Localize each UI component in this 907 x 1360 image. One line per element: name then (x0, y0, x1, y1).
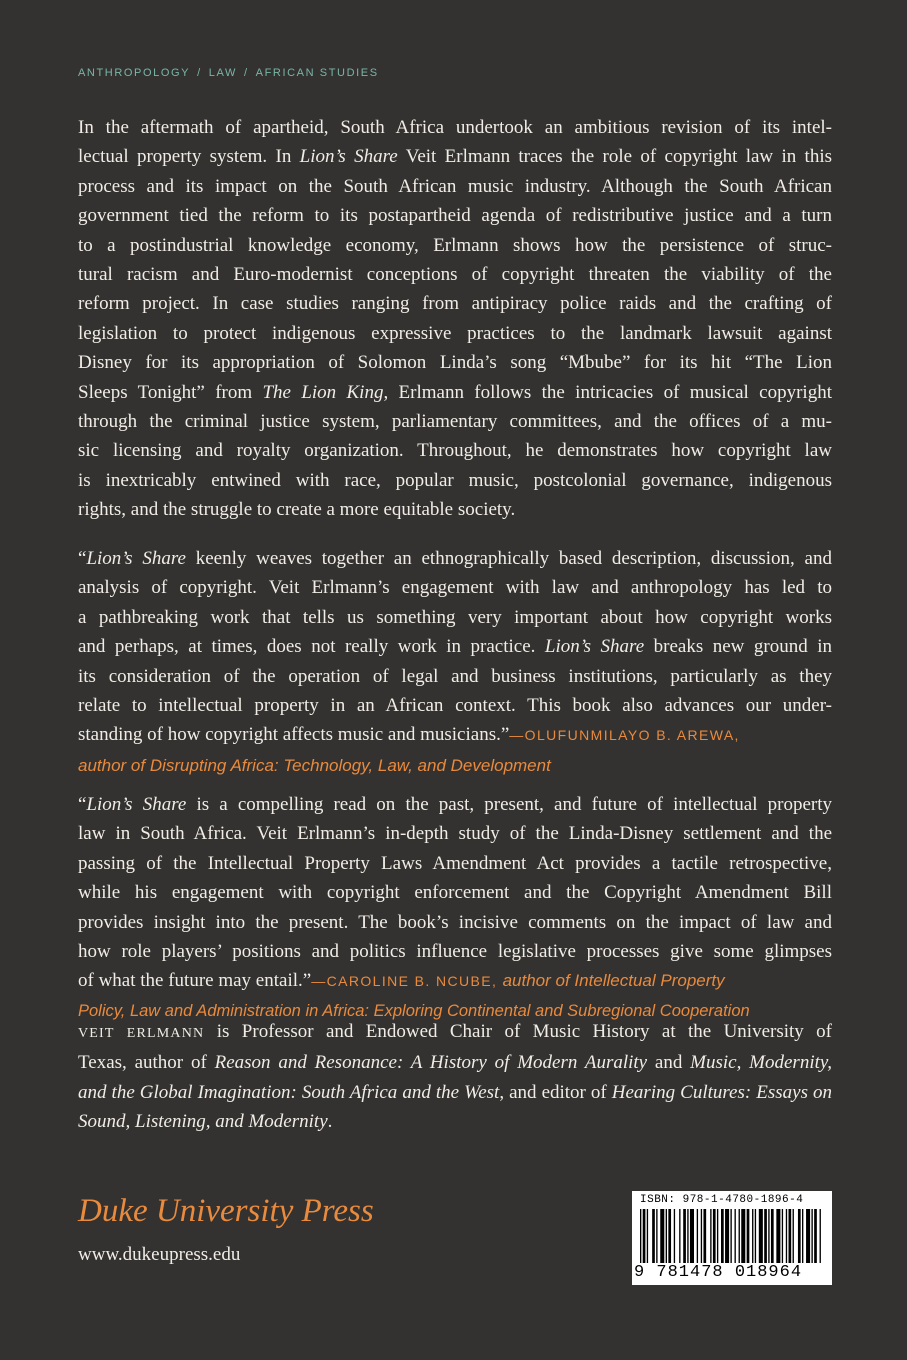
text-line: through the criminal justice system, parliamentary committees, and the offices of a mu- (78, 411, 832, 433)
barcode-bar (666, 1209, 667, 1263)
barcode-bar (652, 1209, 655, 1263)
barcode-bar (764, 1209, 767, 1263)
text-line: is inextricably entwined with race, popular music, postcolonial governance, indigenous (78, 469, 832, 491)
isbn-label: ISBN: 978-1-4780-1896-4 (640, 1194, 804, 1206)
category-anthropology: ANTHROPOLOGY (78, 67, 191, 79)
text-line: and the Global Imagination: South Africa and the West, and editor of Hearing Cultures: Essays on (78, 1081, 833, 1103)
barcode-bar (752, 1209, 753, 1263)
barcode-bar (811, 1209, 812, 1263)
category-law: LAW (208, 67, 237, 79)
barcode-bar (755, 1209, 756, 1263)
text-line: VEIT ERLMANN is Professor and Endowed Chair of Music History at the University of (78, 1021, 832, 1042)
barcode-bar (697, 1209, 698, 1263)
barcode-bar (730, 1209, 731, 1263)
text-line: tural racism and Euro-modernist conceptions of copyright threaten the viability of the (78, 264, 832, 286)
barcode-bar (668, 1209, 671, 1263)
blurb-arewa (78, 544, 832, 780)
text-line: “Lion’s Share keenly weaves together an ethnographically based description, discussion, and (78, 548, 832, 569)
barcode-bar (786, 1209, 787, 1263)
text-line: rights, and the struggle to create a more equitable society. (78, 499, 516, 521)
barcode-bar (643, 1209, 646, 1263)
barcode-bar (713, 1209, 716, 1263)
text-line: how role players’ positions and politics influence legislative processes give some glimpses (78, 941, 832, 963)
barcode-bar (782, 1209, 783, 1263)
text-line: lectual property system. In Lion’s Share Veit Erlmann traces the role of copyright law in this (78, 146, 833, 168)
text-line: In the aftermath of apartheid, South Africa undertook an ambitious revision of its intel- (78, 117, 832, 138)
barcode-bar (701, 1209, 702, 1263)
text-line: Sleeps Tonight” from The Lion King, Erlmann follows the intricacies of musical copyright (78, 381, 832, 403)
text-line: relate to intellectual property in an African context. This book also advances our under- (78, 695, 832, 717)
text-line: standing of how copyright affects music and musicians.”—OLUFUNMILAYO B. AREWA, (78, 724, 740, 746)
text-line: while his engagement with copyright enforcement and the Copyright Amendment Bill (78, 882, 832, 904)
barcode-bar (660, 1209, 664, 1263)
text-line: its consideration of the operation of legal and business institutions, particularly as they (78, 665, 832, 687)
barcode-bar (771, 1209, 774, 1263)
text-line: analysis of copyright. Veit Erlmann’s engagement with law and anthropology has led to (78, 577, 832, 599)
barcode-bar (735, 1209, 736, 1263)
barcode-bar (739, 1209, 740, 1263)
text-line: of what the future may entail.”—CAROLINE B. NCUBE, author of Intellectual Property (78, 970, 725, 992)
barcode-bar (647, 1209, 648, 1263)
barcode-bar (690, 1209, 694, 1263)
isbn-barcode (632, 1191, 832, 1285)
text-line: provides insight into the present. The book’s incisive comments on the impact of law and (78, 911, 832, 933)
text-line: Texas, author of Reason and Resonance: A History of Modern Aurality and Music, Modernity, (78, 1052, 833, 1074)
barcode-bar (806, 1209, 810, 1263)
category-african-studies: AFRICAN STUDIES (255, 67, 379, 79)
barcode-bar (674, 1209, 675, 1263)
barcode-bar (721, 1209, 724, 1263)
text-line: Sound, Listening, and Modernity. (78, 1111, 333, 1133)
text-line: “Lion’s Share is a compelling read on the past, present, and future of intellectual property (78, 794, 832, 815)
barcode-bar (679, 1209, 680, 1263)
blurb-attribution-book: Policy, Law and Administration in Africa: Exploring Continental and Subregional Cooperation (78, 1001, 750, 1020)
barcode-bar (759, 1209, 763, 1263)
blurb-attribution-name: —OLUFUNMILAYO B. AREWA, (509, 727, 740, 744)
barcode-bar (703, 1209, 706, 1263)
author-bio (78, 1017, 832, 1137)
barcode-bar (789, 1209, 792, 1263)
barcode-bar (640, 1209, 641, 1263)
book-description (78, 113, 832, 525)
barcode-bar (656, 1209, 657, 1263)
text-line: reform project. In case studies ranging from antipiracy police raids and the crafting of (78, 293, 832, 315)
text-line: a pathbreaking work that tells us something very important about how copyright works (78, 606, 832, 628)
barcode-bar (747, 1209, 750, 1263)
barcode-bar (717, 1209, 718, 1263)
category-line: ANTHROPOLOGY / LAW / AFRICAN STUDIES (78, 67, 379, 79)
text-line: Disney for its appropriation of Solomon Linda’s song “Mbube” for its hit “The Lion (78, 352, 832, 374)
barcode-bar (793, 1209, 794, 1263)
publisher-url[interactable]: www.dukeupress.edu (78, 1244, 241, 1265)
barcode-bar (798, 1209, 801, 1263)
barcode-bar (814, 1209, 817, 1263)
text-line: legislation to protect indigenous expressive practices to the landmark lawsuit against (78, 322, 832, 344)
text-line: law in South Africa. Veit Erlmann’s in-depth study of the Linda-Disney settlement and the (78, 823, 832, 845)
blurb-attribution-book: author of Disrupting Africa: Technology, Law, and Development (78, 755, 551, 775)
text-line: process and its impact on the South African music industry. Although the South African (78, 175, 832, 197)
text-line: passing of the Intellectual Property Laws Amendment Act provides a tactile retrospective, (78, 852, 832, 874)
barcode-bar (710, 1209, 711, 1263)
barcode-bar (741, 1209, 745, 1263)
text-line: sic licensing and royalty organization. Throughout, he demonstrates how copyright law (78, 440, 832, 462)
barcode-bar (683, 1209, 686, 1263)
barcode-digits: 9 781478 018964 (634, 1263, 803, 1282)
publisher-name: Duke University Press (78, 1193, 374, 1229)
text-line: government tied the reform to its postapartheid agenda of redistributive justice and a turn (78, 205, 832, 227)
text-line: to a postindustrial knowledge economy, Erlmann shows how the persistence of struc- (78, 234, 832, 256)
barcode-bar (768, 1209, 769, 1263)
barcode-bar (802, 1209, 803, 1263)
blurb-attribution-name: —CAROLINE B. NCUBE, (311, 973, 503, 990)
barcode-bar (820, 1209, 821, 1263)
barcode-bar (687, 1209, 688, 1263)
barcode-bar (776, 1209, 780, 1263)
text-line: and perhaps, at times, does not really work in practice. Lion’s Share breaks new ground in (78, 636, 832, 658)
barcode-bar (725, 1209, 729, 1263)
blurb-attribution-book: author of Intellectual Property (502, 971, 725, 991)
blurb-ncube (78, 790, 832, 1026)
barcode-bars (640, 1209, 824, 1263)
